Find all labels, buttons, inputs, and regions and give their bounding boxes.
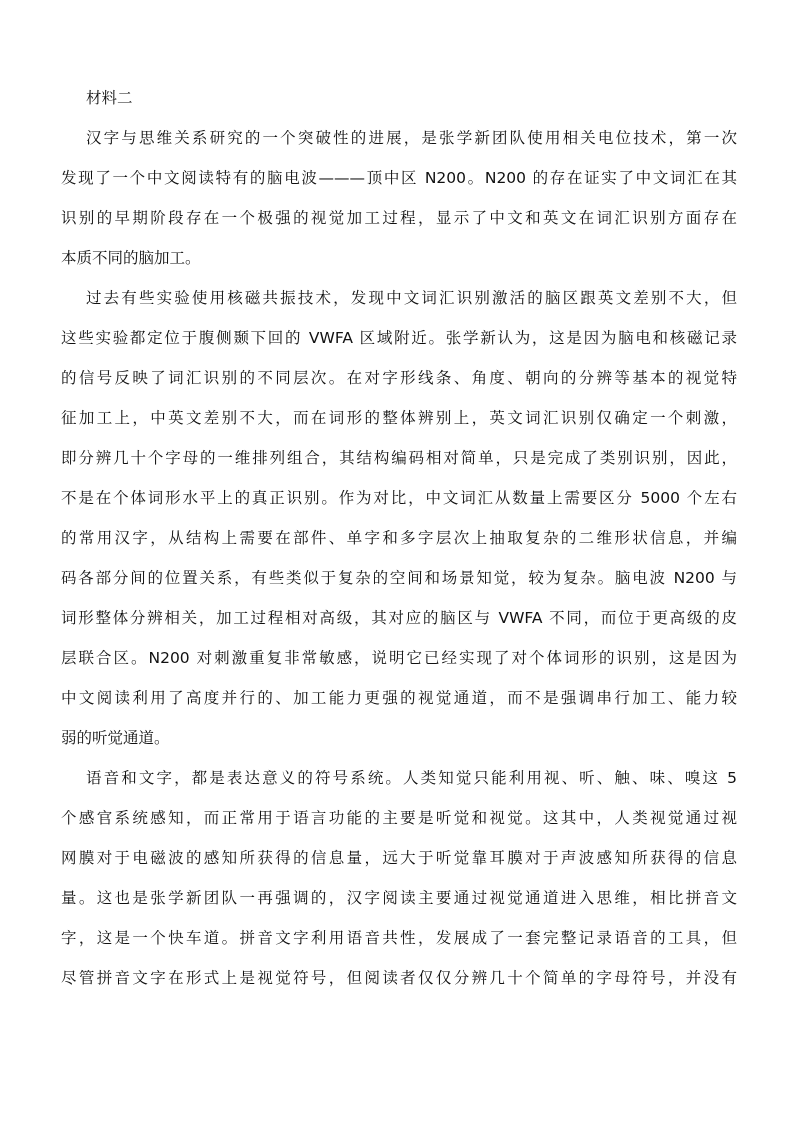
paragraph-line: 尽管拼音文字在形式上是视觉符号，但阅读者仅仅分辨几十个简单的字母符号，并没有	[61, 969, 737, 987]
paragraph-line: 发现了一个中文阅读特有的脑电波———顶中区 N200。N200 的存在证实了中文词汇在其	[61, 169, 737, 187]
paragraph-line: 汉字与思维关系研究的一个突破性的进展，是张学新团队使用相关电位技术，第一次	[86, 129, 737, 147]
paragraph-line: 这些实验都定位于腹侧颞下回的 VWFA 区域附近。张学新认为，这是因为脑电和核磁记录	[61, 329, 737, 347]
paragraph-line: 征加工上，中英文差别不大，而在词形的整体辨别上，英文词汇识别仅确定一个刺激，	[61, 409, 737, 427]
paragraph-line: 即分辨几十个字母的一维排列组合，其结构编码相对简单，只是完成了类别识别，因此，	[61, 449, 737, 467]
paragraph-line: 量。这也是张学新团队一再强调的，汉字阅读主要通过视觉通道进入思维，相比拼音文	[61, 889, 737, 907]
paragraph-line: 中文阅读利用了高度并行的、加工能力更强的视觉通道，而不是强调串行加工、能力较	[61, 689, 737, 707]
paragraph-line: 层联合区。N200 对刺激重复非常敏感，说明它已经实现了对个体词形的识别，这是因为	[61, 649, 737, 667]
paragraph-line: 弱的听觉通道。	[61, 729, 170, 747]
paragraph-line: 本质不同的脑加工。	[61, 249, 201, 267]
paragraph-line: 的常用汉字，从结构上需要在部件、单字和多字层次上抽取复杂的二维形状信息，并编	[61, 529, 737, 547]
section-heading: 材料二	[86, 89, 133, 107]
paragraph-line: 语音和文字，都是表达意义的符号系统。人类知觉只能利用视、听、触、味、嗅这 5	[86, 769, 737, 787]
paragraph-line: 过去有些实验使用核磁共振技术，发现中文词汇识别激活的脑区跟英文差别不大，但	[86, 289, 737, 307]
paragraph-line: 不是在个体词形水平上的真正识别。作为对比，中文词汇从数量上需要区分 5000 个左右	[61, 489, 737, 507]
paragraph-line: 的信号反映了词汇识别的不同层次。在对字形线条、角度、朝向的分辨等基本的视觉特	[61, 369, 737, 387]
paragraph-line: 码各部分间的位置关系，有些类似于复杂的空间和场景知觉，较为复杂。脑电波 N200 与	[61, 569, 737, 587]
paragraph-line: 网膜对于电磁波的感知所获得的信息量，远大于听觉靠耳膜对于声波感知所获得的信息	[61, 849, 737, 867]
paragraph-line: 识别的早期阶段存在一个极强的视觉加工过程，显示了中文和英文在词汇识别方面存在	[61, 209, 737, 227]
paragraph-line: 词形整体分辨相关，加工过程相对高级，其对应的脑区与 VWFA 不同，而位于更高级的皮	[61, 609, 737, 627]
paragraph-line: 字，这是一个快车道。拼音文字利用语音共性，发展成了一套完整记录语音的工具，但	[61, 929, 737, 947]
paragraph-line: 个感官系统感知，而正常用于语言功能的主要是听觉和视觉。这其中，人类视觉通过视	[61, 809, 737, 827]
